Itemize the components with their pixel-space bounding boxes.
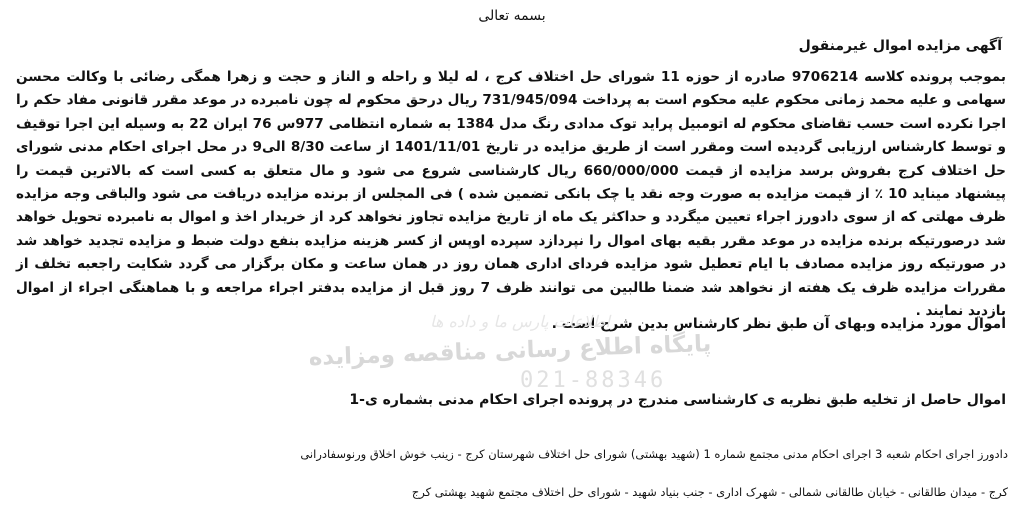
watermark-phone: 021-88346	[520, 368, 667, 393]
footer-issuer: دادورز اجرای احکام شعبه 3 اجرای احکام مدنی مجتمع شماره 1 (شهید بهشتی) شورای حل اختلاف شهرستان کرج - زینب خوش اخلاق ورنوسفادرانی	[300, 447, 1008, 461]
footer-address: کرج - میدان طالقانی - خیابان طالقانی شمالی - شهرک اداری - جنب بنیاد شهید - شورای حل اختلاف مجتمع شهید بهشتی کرج	[411, 485, 1008, 499]
document-header: بسمه تعالی	[478, 8, 546, 24]
notice-title: آگهی مزایده اموال غیرمنقول	[798, 38, 1002, 54]
watermark-top-line: اطلاعات پارس ما و داده ها	[430, 312, 610, 331]
watermark-text: پایگاه اطلاع رسانی مناقصه ومزایده	[308, 330, 712, 372]
property-description-line: اموال مورد مزایده وبهای آن طبق نظر کارشناس بدین شرح است .	[551, 316, 1006, 332]
property-detail-line: اموال حاصل از تخلیه طبق نظریه ی کارشناسی مندرج در پرونده اجرای احکام مدنی بشماره ی-1	[349, 392, 1006, 408]
notice-body: بموجب پرونده کلاسه 9706214 صادره از حوزه 11 شورای حل اختلاف کرج ، له لیلا و راحله و الناز و حجت و زهرا همگی رضائی با وکالت محسن سهامی و علیه محمد زمانی محکوم علیه محکوم است به پرداخت 731/945/094 ریال درحق محکوم له چون نامبرده در موعد مقرر قانونی مفاد حکم را اجرا نکرده است حسب تقاضای محکوم له اتومبیل پراید توک مدادی رنگ مدل 1384 به شماره انتظامی 977س 76 ایران 22 به وسیله این اجرا توقیف و توسط کارشناس ارزیابی گردیده است ومقرر است از طریق مزایده در تاریخ 1401/11/01 از ساعت 8/30 الی9 در محل اجرای احکام مدنی شورای حل اختلاف کرج بفروش برسد مزایده از قیمت 660/000/000 ریال کارشناسی شروع می شود و مال متعلق به کسی است که بالاترین قیمت را پیشنهاد میناید 10 ٪ از قیمت مزایده به صورت وجه نقد یا چک بانکی تضمین شده ) فی المجلس از برنده مزایده دریافت می شود والباقی وجه مزایده ظرف مهلتی که از سوی دادورز اجراء تعیین میگردد و حداکثر یک ماه از تاریخ مزایده تجاوز نخواهد کرد از خریدار اخذ و اموال به نامبرده تحویل خواهد شد درصورتیکه برنده مزایده در موعد مقرر بقیه بهای اموال را نپردازد سپرده اوپس از کسر هزینه مزایده بنفع دولت ضبط و مزایده تجدید خواهد شد در صورتیکه روز مزایده مصادف با ایام تعطیل شود مزایده فردای اداری همان روز در همان ساعت و مکان برگزار می گردد شکایت راجعبه تخلف از مقررات مزایده ظرف یک هفته از نخواهد شد ضمنا طالبین می توانند ظرف 7 روز قبل از مزایده بدفتر اجراء مراجعه و با هماهنگی اجراء از اموال بازدید نمایند .	[16, 69, 1007, 320]
